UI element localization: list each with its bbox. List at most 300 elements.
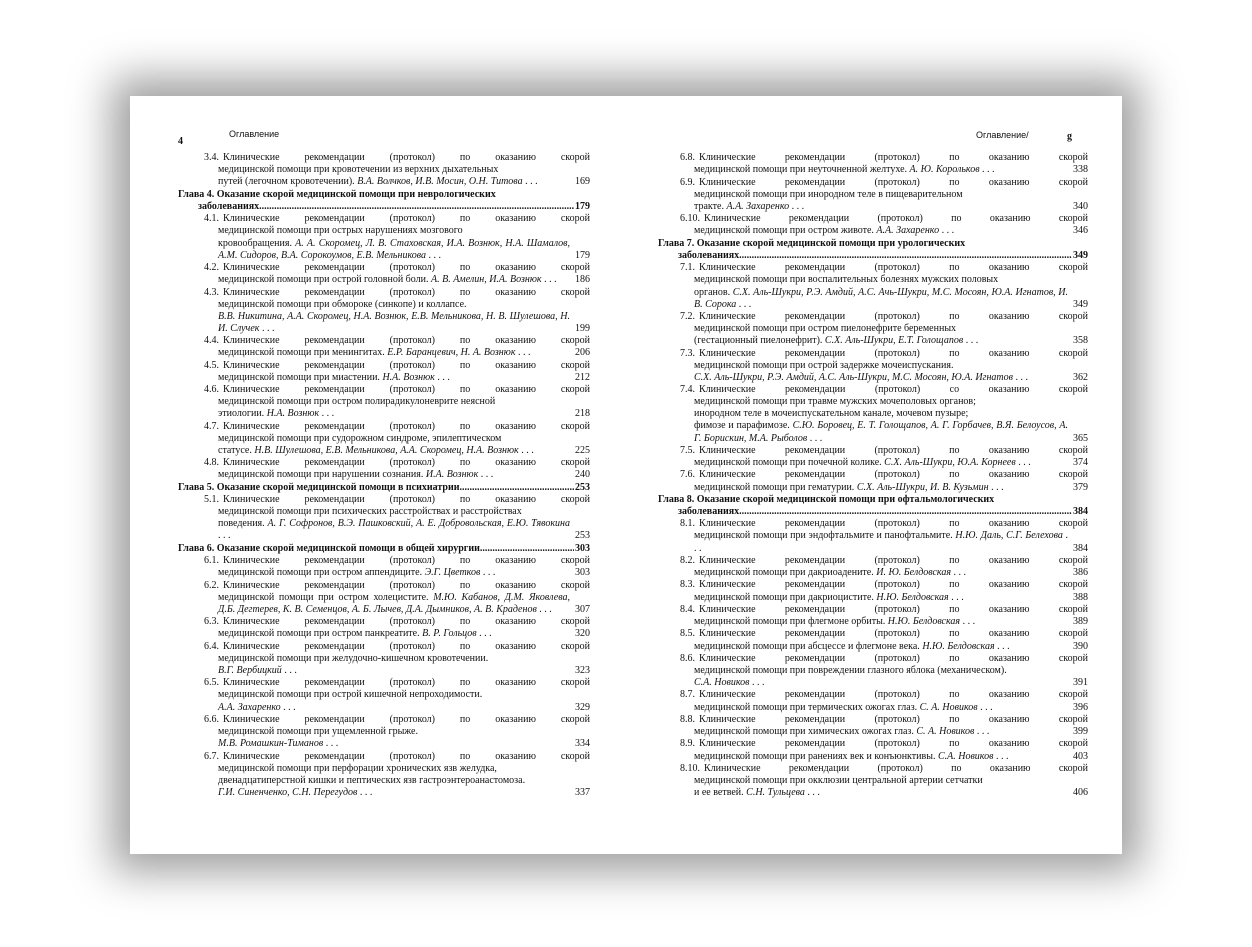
page-ref: 253 (575, 481, 590, 493)
authors: С. А. Новиков (916, 726, 975, 738)
entry-title-tail: медицинской помощи при ранениях век и конъюнктивы. (694, 750, 936, 762)
entry-first-line (658, 384, 1088, 396)
entry-title: Клинические рекомендации (протокол) по оказанию скорой (223, 457, 590, 469)
entry-first-line (178, 457, 590, 469)
entry-title: Клинические рекомендации (протокол) по оказанию скорой (223, 713, 590, 725)
entry-first-line (178, 421, 590, 433)
dot-leader: . . . (280, 701, 296, 713)
entry-last-line (178, 408, 590, 420)
entry-last-line (178, 311, 590, 335)
section-number: 8.9. (680, 738, 695, 750)
entry-title-line: медицинской помощи при желудочно-кишечном кровотечении. (218, 652, 489, 664)
dot-leader-page (995, 641, 1010, 652)
entry-last-line (178, 702, 590, 714)
entry-first-line (178, 213, 590, 225)
dot-leader: . . . (948, 591, 964, 603)
entry-last-line (658, 702, 1088, 714)
entry-title-tail: статусе. (218, 444, 252, 456)
entry-title: Клинические рекомендации (протокол) по оказанию скорой (699, 444, 1088, 456)
dot-leader-page (807, 433, 822, 444)
toc-entry (178, 335, 590, 359)
authors: С.Х. Аль-Шукри, Е.Т. Голощапов (824, 335, 964, 347)
entry-first-line (658, 555, 1088, 567)
entry-last-line (658, 201, 1088, 213)
entry-first-line (658, 445, 1088, 457)
entry-first-line (658, 763, 1088, 775)
section-number: 8.5. (680, 628, 695, 640)
page-ref: 358 (1073, 335, 1088, 347)
entry-title-line: медицинской помощи при травме мужских мочеполовых органов; (694, 396, 976, 408)
entry-first-line (178, 555, 590, 567)
dot-leader-page (974, 726, 989, 737)
entry-title: Клинические рекомендации (протокол) по оказанию скорой (699, 176, 1088, 188)
entry-last-line (178, 238, 590, 262)
page-number: g (1067, 131, 1072, 142)
dot-leader: . . . (323, 738, 339, 750)
entry-title-line: двенадцатиперстной кишки и пептических язв гастроэнтероанастомоза. (218, 774, 526, 786)
toc-entry (658, 555, 1088, 579)
entry-last-line (658, 726, 1088, 738)
dot-leader-page (805, 787, 820, 798)
entry-first-line (178, 641, 590, 653)
running-header: Оглавление/ (976, 130, 1029, 140)
authors: С.Х. Аль-Шукри, Р.Э. Амдий, А.С. Аль-Шукри, М.С. Мосоян, Ю.А. Игнатов (694, 371, 1013, 383)
left-page (130, 96, 626, 854)
toc-entry (658, 213, 1088, 237)
entry-last-line (658, 420, 1088, 444)
entry-title: Клинические рекомендации (протокол) по оказанию скорой (223, 262, 590, 274)
toc-entry (178, 714, 590, 750)
entry-title: Клинические рекомендации (протокол) со оказанию скорой (699, 384, 1088, 396)
dot-leader-page (789, 201, 804, 212)
chapter-heading (658, 494, 1088, 518)
section-number: 4.5. (204, 359, 219, 371)
page-ref: 391 (1073, 677, 1088, 689)
dot-leader: . . . (1015, 457, 1031, 469)
dot-leader: . . . (319, 408, 335, 420)
entry-title-line: медицинской помощи при обмороке (синкопе) и коллапсе. (218, 298, 467, 310)
page-ref: 379 (1073, 481, 1088, 493)
entry-first-line (178, 152, 590, 164)
entry-first-line (658, 738, 1088, 750)
toc-entry (658, 262, 1088, 310)
toc-entry (178, 616, 590, 640)
entry-title-tail: медицинской помощи при гематурии. (694, 481, 855, 493)
entry-first-line (658, 213, 1088, 225)
toc-entry (658, 469, 1088, 493)
dot-leader-page (519, 445, 534, 456)
entry-title: Клинические рекомендации (протокол) по оказанию скорой (704, 213, 1088, 225)
entry-title-line: медицинской помощи при воспалительных болезнях мужских половых (694, 274, 999, 286)
section-number: 4.2. (204, 262, 219, 274)
entry-title-line: медицинской помощи при психических расстройствах и расстройствах (218, 506, 522, 518)
toc-entry (178, 751, 590, 799)
entry-title-tail: медицинской помощи при миастении. (218, 371, 380, 383)
section-number: 6.5. (204, 677, 219, 689)
dot-leader-page (980, 164, 995, 175)
dot-leader (480, 543, 574, 555)
toc-entry (178, 360, 590, 384)
entry-first-line (658, 604, 1088, 616)
chapter-title: Глава 4. Оказание скорой медицинской помощи при неврологических (178, 188, 496, 200)
authors: М.В. Ромашкин-Тиманов (218, 738, 324, 750)
authors: И. Ю. Белдовская (876, 567, 952, 579)
page-ref: 346 (1073, 225, 1088, 237)
entry-first-line (178, 384, 590, 396)
entry-title-line: медицинской помощи при окклюзии центральной артерии сетчатки (694, 775, 983, 787)
chapter-title-line (178, 482, 590, 494)
section-number: 6.7. (204, 750, 219, 762)
entry-title-tail: фимозе и парафимозе. (694, 420, 790, 432)
dot-leader-page (1013, 372, 1028, 383)
authors: Н.А. Вознюк (266, 408, 320, 420)
toc-entry (658, 384, 1088, 444)
toc-entry (178, 457, 590, 481)
entry-last-line (178, 469, 590, 481)
dot-leader: . . . (515, 347, 531, 359)
entry-title: Клинические рекомендации (протокол) по оказанию скорой (223, 616, 590, 628)
page-ref: 303 (575, 542, 590, 554)
entry-title-tail: медицинской помощи при термических ожогах глаз. (694, 701, 918, 713)
entry-title-tail: медицинской помощи при менингитах. (218, 347, 385, 359)
dot-leader: . . . (749, 677, 765, 689)
authors: И.А. Вознюк (425, 469, 479, 481)
entry-title-tail: медицинской помощи при абсцессе и флегмоне века. (694, 640, 920, 652)
section-number: 8.10. (680, 762, 700, 774)
entry-first-line (178, 360, 590, 372)
authors: В. Р. Гольцов (422, 628, 477, 640)
entry-title: Клинические рекомендации (протокол) по оказанию скорой (699, 554, 1088, 566)
chapter-title: Глава 6. Оказание скорой медицинской помощи в общей хирургии (178, 542, 480, 554)
entry-title-line: медицинской помощи при повреждении глазного яблока (механическом). (694, 664, 1007, 676)
entry-title: Клинические рекомендации (протокол) по оказанию скорой (699, 738, 1088, 750)
chapter-title-cont: заболеваниях (678, 505, 740, 517)
toc-entry (178, 287, 590, 335)
page-ref: 399 (1073, 726, 1088, 738)
book-spread (130, 96, 1122, 854)
entry-last-line (178, 372, 590, 384)
section-number: 7.2. (680, 311, 695, 322)
section-number: 7.4. (680, 384, 695, 396)
page-ref: 169 (575, 176, 590, 188)
section-number: 3.4. (204, 152, 219, 164)
dot-leader: . . . (804, 787, 820, 799)
entry-title-line: инородном теле в мочеиспускательном канале, мочевом пузыре; (694, 408, 969, 420)
entry-title-line: медицинской помощи при острой кишечной непроходимости. (218, 689, 483, 701)
dot-leader: . . . (789, 200, 805, 212)
dot-leader: . . . (807, 432, 823, 444)
section-number: 8.1. (680, 518, 695, 530)
entry-last-line (178, 518, 590, 542)
section-number: 4.8. (204, 457, 219, 469)
page-ref: 225 (575, 444, 590, 456)
page-ref: 384 (1073, 542, 1088, 554)
entry-title-tail: поведения. (218, 518, 265, 530)
chapter-title-line (178, 201, 590, 213)
section-number: 4.1. (204, 213, 219, 225)
toc-entry (658, 628, 1088, 652)
page-ref: 390 (1073, 640, 1088, 652)
toc-entry (658, 579, 1088, 603)
section-number: 8.3. (680, 579, 695, 591)
dot-leader: . . . (259, 322, 275, 334)
dot-leader (739, 250, 1072, 262)
page-ref: 389 (1073, 616, 1088, 628)
entry-last-line (658, 457, 1088, 469)
authors: В.В. Никитина, А.А. Скоромец, Н.А. Вознюк, Е.В. Мельникова, Н. В. Шулешова, Н. И. Случек (218, 310, 570, 334)
entry-last-line (658, 567, 1088, 579)
toc-entry (178, 641, 590, 677)
dot-leader-page (542, 274, 557, 285)
entry-first-line (658, 262, 1088, 274)
authors: С.А. Новиков (937, 750, 994, 762)
entry-title: Клинические рекомендации (протокол) по оказанию скорой (223, 213, 590, 225)
entry-last-line (658, 530, 1088, 554)
entry-title-tail: этиологии. (218, 408, 265, 420)
authors: С. А. Новиков (919, 701, 978, 713)
dot-leader: . . . (518, 444, 534, 456)
section-number: 6.2. (204, 579, 219, 591)
dot-leader-page (1016, 457, 1031, 468)
authors: С.Х. Аль-Шукри, Р.Э. Амдий, А.С. Ачь-Шукри, М.С. Мосоян, Ю.А. Игнатов, И. В. Сорока (694, 286, 1069, 310)
dot-leader: . . . (218, 530, 231, 542)
entry-first-line (178, 287, 590, 299)
authors: С.Ю. Боровец, Е. Т. Голощапов, А. Г. Горбачев, В.Я. Белоусов, А. Г. Борискин, М.А. Рыболов (694, 420, 1069, 444)
toc-entry (658, 763, 1088, 799)
section-number: 6.6. (204, 713, 219, 725)
dot-leader: . . . (963, 335, 979, 347)
dot-leader: . . . (736, 298, 752, 310)
entry-last-line (658, 164, 1088, 176)
dot-leader-page (993, 751, 1008, 762)
entry-first-line (178, 262, 590, 274)
section-number: 6.3. (204, 616, 219, 628)
toc-entry (178, 152, 590, 188)
entry-title-tail: медицинской помощи при дакриоадените. (694, 567, 874, 579)
entry-last-line (178, 347, 590, 359)
entry-first-line (658, 689, 1088, 701)
entry-title-line: медицинской помощи при острых нарушениях мозгового (218, 225, 463, 237)
section-number: 8.4. (680, 603, 695, 615)
section-number: 8.8. (680, 713, 695, 725)
authors: Н.А. Вознюк (382, 371, 435, 383)
page-ref: 206 (575, 347, 590, 359)
authors: Н.Ю. Даль, С.Г. Белехова (955, 530, 1063, 542)
section-number: 6.9. (680, 176, 695, 188)
dot-leader: . . . (960, 616, 976, 628)
dot-leader-page (477, 628, 492, 639)
chapter-title-cont: заболеваниях (678, 249, 740, 261)
dot-leader-page (357, 787, 372, 798)
authors: А.А. Захаренко (876, 225, 940, 237)
authors: А. В. Амелин, И.А. Вознюк (430, 274, 542, 286)
authors: А. Ю. Корольков (909, 164, 980, 176)
dot-leader-page (426, 250, 441, 261)
entry-title: Клинические рекомендации (протокол) по оказанию скорой (223, 494, 590, 506)
page-ref: 349 (1073, 298, 1088, 310)
dot-leader-page (478, 469, 493, 480)
dot-leader-page (960, 616, 975, 627)
dot-leader-page (282, 665, 297, 676)
entry-last-line (658, 482, 1088, 494)
entry-title-line: медицинской помощи при перфорации хронических язв желудка, (218, 762, 497, 774)
dot-leader-page (963, 335, 978, 346)
authors: А. А. Скоромец, Л. В. Стаховская, И.А. Вознюк, Н.А. Шамалов, А.М. Сидоров, В.А. Сорокоумов, Е.В. Мельникова (218, 237, 571, 261)
entry-title-tail: медицинской помощи при дакриоцистите. (694, 591, 874, 603)
entry-last-line (658, 287, 1088, 311)
right-page (626, 96, 1122, 854)
dot-leader: . . . (541, 274, 557, 286)
entry-title: Клинические рекомендации (протокол) по оказанию скорой (223, 384, 590, 396)
dot-leader-page (939, 225, 954, 236)
entry-first-line (658, 152, 1088, 164)
entry-first-line (658, 518, 1088, 530)
authors: С.Н. Тульцева (746, 787, 805, 799)
entry-title: Клинические рекомендации (протокол) по оказанию скорой (699, 579, 1088, 591)
entry-first-line (178, 580, 590, 592)
entry-first-line (658, 311, 1088, 323)
toc-entry (658, 152, 1088, 176)
entry-last-line (178, 738, 590, 750)
dot-leader: . . . (1012, 371, 1028, 383)
toc-entry (178, 677, 590, 713)
entry-title: Клинические рекомендации (протокол) по оказанию скорой (699, 689, 1088, 701)
entry-title-tail: медицинской помощи при остром аппендиците. (218, 567, 423, 579)
entry-title-tail: путей (легочном кровотечении). (218, 176, 355, 188)
section-number: 8.2. (680, 554, 695, 566)
authors: Е.Р. Баранцевич, Н. А. Вознюк (387, 347, 516, 359)
entry-title: Клинические рекомендации (протокол) по оказанию скорой (699, 713, 1088, 725)
entry-first-line (658, 714, 1088, 726)
entry-title-line: медицинской помощи при ущемленной грыже. (218, 726, 418, 738)
dot-leader (739, 506, 1072, 518)
toc-entry (658, 604, 1088, 628)
page-ref: 240 (575, 469, 590, 481)
entry-title-tail: медицинской помощи при химических ожогах глаз. (694, 726, 914, 738)
entry-title-tail: тракте. (694, 200, 724, 212)
authors: Н.Ю. Белдовская (887, 616, 961, 628)
dot-leader: . . . (426, 249, 442, 261)
chapter-title: Глава 8. Оказание скорой медицинской помощи при офтальмологических (658, 493, 995, 505)
entry-last-line (178, 665, 590, 677)
entry-first-line (658, 177, 1088, 189)
authors: С.Х. Аль-Шукри, Ю.А. Корнеев (884, 457, 1016, 469)
dot-leader-page (323, 738, 338, 749)
page-ref: 338 (1073, 164, 1088, 176)
entry-first-line (178, 714, 590, 726)
chapter-title-line (178, 543, 590, 555)
dot-leader: . . . (994, 640, 1010, 652)
entry-last-line (178, 274, 590, 286)
toc-entry (178, 421, 590, 457)
entry-title-line: медицинской помощи при судорожном синдроме, эпилептическом (218, 432, 502, 444)
section-number: 4.3. (204, 286, 219, 298)
entry-title: Клинические рекомендации (протокол) по оказанию скорой (223, 152, 590, 164)
dot-leader: . . . (434, 371, 450, 383)
chapter-title: Глава 5. Оказание скорой медицинской помощи в психиатрии (178, 481, 460, 493)
entry-last-line (658, 335, 1088, 347)
page-ref: 340 (1073, 200, 1088, 212)
entry-title: Клинические рекомендации (протокол) по оказанию скорой (699, 262, 1088, 274)
entry-last-line (178, 787, 590, 799)
toc-entry (658, 311, 1088, 347)
page-ref: 365 (1073, 432, 1088, 444)
entry-title-line: медицинской помощи при остром пиелонефрите беременных (694, 323, 957, 335)
section-number: 5.1. (204, 494, 219, 506)
entry-title: Клинические рекомендации (протокол) по оказанию скорой (699, 469, 1088, 481)
entry-title: Клинические рекомендации (протокол) по оказанию скорой (704, 762, 1088, 774)
page-ref: 386 (1073, 567, 1088, 579)
chapter-title: Глава 7. Оказание скорой медицинской помощи при урологических (658, 237, 966, 249)
entry-last-line (178, 176, 590, 188)
entry-first-line (178, 494, 590, 506)
dot-leader-page (281, 702, 296, 713)
dot-leader: . . . (480, 567, 496, 579)
page-ref: 218 (575, 408, 590, 420)
page-ref: 186 (575, 274, 590, 286)
entry-title: Клинические рекомендации (протокол) по оказанию скорой (699, 152, 1088, 164)
entry-title: Клинические рекомендации (протокол) по оказанию скорой (223, 579, 590, 591)
section-number: 4.7. (204, 420, 219, 432)
entry-first-line (178, 335, 590, 347)
section-number: 7.3. (680, 347, 695, 359)
toc-entry (658, 653, 1088, 689)
chapter-heading (178, 189, 590, 213)
entry-title-tail: медицинской помощи при острой головной боли. (218, 274, 429, 286)
toc-entry (178, 580, 590, 616)
dot-leader: . . . (951, 567, 967, 579)
page-ref: 323 (575, 664, 590, 676)
page-ref: 337 (575, 786, 590, 798)
chapter-heading (658, 238, 1088, 262)
page-ref: 374 (1073, 457, 1088, 469)
authors: С.А. Новиков (694, 677, 750, 689)
entry-last-line (178, 628, 590, 640)
entry-title: Клинические рекомендации (протокол) по оказанию скорой (223, 420, 590, 432)
entry-title: Клинические рекомендации (протокол) по оказанию скорой (699, 652, 1088, 664)
authors: Н.В. Шулешова, Е.В. Мельникова, А.А. Скоромец, Н.А. Вознюк (254, 444, 519, 456)
section-number: 8.6. (680, 652, 695, 664)
entry-title: Клинические рекомендации (протокол) по оказанию скорой (223, 750, 590, 762)
dot-leader: . . . (979, 164, 995, 176)
page-ref: 396 (1073, 701, 1088, 713)
chapter-heading (178, 543, 590, 555)
toc-entry (658, 714, 1088, 738)
table-of-contents (658, 152, 1088, 799)
entry-title-tail: кровообращения. (218, 237, 292, 249)
authors: А. Г. Софронов, В.Э. Пашковский, А. Е. Добровольская, Е.Ю. Тявокина (267, 518, 570, 530)
entry-first-line (658, 579, 1088, 591)
dot-leader: . . . (522, 176, 538, 188)
authors: М.Ю. Кабанов, Д.М. Яковлева, Д.Б. Дегтерев, К. В. Семенцов, А. Б. Лычев, Д.А. Дымников, А. В. Краденов (218, 591, 570, 615)
section-number: 6.10. (680, 213, 700, 225)
toc-entry (658, 348, 1088, 384)
page-ref: 384 (1073, 505, 1088, 517)
entry-title-tail: и ее ветвей. (694, 787, 744, 799)
dot-leader-page (989, 482, 1004, 493)
authors: В.А. Волчков, И.В. Мосин, О.Н. Титова (357, 176, 523, 188)
chapter-title-line (658, 250, 1088, 262)
dot-leader-page (523, 176, 538, 187)
page-ref: 320 (575, 628, 590, 640)
entry-title-tail: органов. (694, 286, 731, 298)
authors: Н.Ю. Белдовская (876, 591, 949, 603)
entry-title-tail: медицинской помощи при остром панкреатите. (218, 628, 420, 640)
entry-last-line (178, 445, 590, 457)
dot-leader: . . . (357, 786, 373, 798)
entry-title-tail: медицинской помощи при флегмоне орбиты. (694, 616, 886, 628)
entry-title: Клинические рекомендации (протокол) по оказанию скорой (699, 603, 1088, 615)
